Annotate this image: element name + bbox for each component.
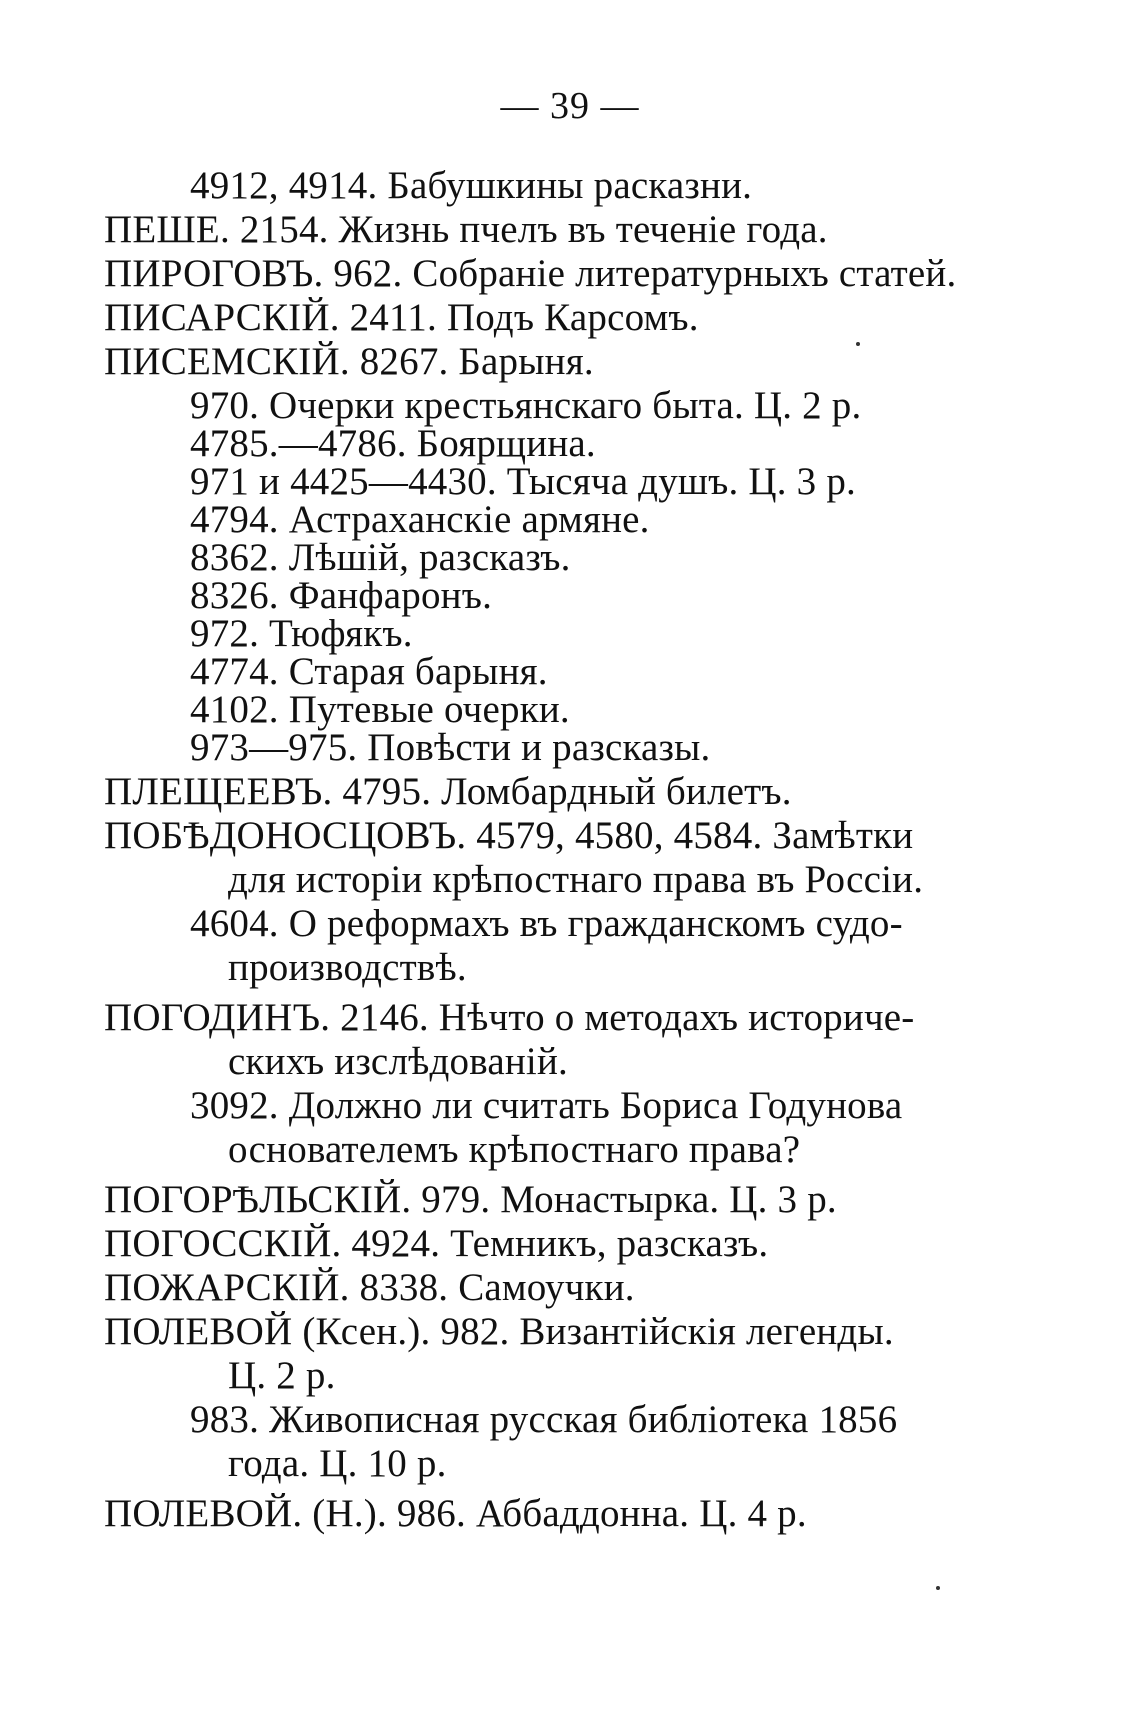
entry-line: 4785.—4786. Боярщина. [190, 422, 596, 465]
entry-line: 8326. Фанфаронъ. [190, 574, 493, 617]
entry-line: ПОГОРѢЛЬСКІЙ. 979. Монастырка. Ц. 3 р. [104, 1178, 837, 1221]
entry-line: 971 и 4425—4430. Тысяча душъ. Ц. 3 р. [190, 460, 856, 503]
entry-line: ПОЛЕВОЙ. (Н.). 986. Аббаддонна. Ц. 4 р. [104, 1492, 807, 1535]
ink-speck [936, 1586, 940, 1590]
entry-line: Ц. 2 р. [228, 1354, 336, 1397]
entry-line: ПЕШЕ. 2154. Жизнь пчелъ въ теченіе года. [104, 208, 828, 251]
entry-line: 973—975. Повѣсти и разсказы. [190, 726, 711, 769]
entry-line: 4774. Старая барыня. [190, 650, 548, 693]
entry-line: для исторіи крѣпостнаго права въ Россіи. [228, 858, 924, 901]
entry-line: 3092. Должно ли считать Бориса Годунова [190, 1084, 903, 1127]
entry-line: 8362. Лѣшій, разсказъ. [190, 536, 571, 579]
entry-line: 4102. Путевые очерки. [190, 688, 570, 731]
entry-line: 983. Живописная русская библіотека 1856 [190, 1398, 898, 1441]
entry-line: 4604. О реформахъ въ гражданскомъ судо- [190, 902, 903, 945]
entry-line: ПОГОДИНЪ. 2146. Нѣчто о методахъ историче- [104, 996, 915, 1039]
entry-line: ПОЖАРСКІЙ. 8338. Самоучки. [104, 1266, 635, 1309]
page-number: — 39 — [500, 85, 640, 127]
entry-line: ПЛЕЩЕЕВЪ. 4795. Ломбардный билетъ. [104, 770, 792, 813]
entry-line: 4794. Астраханскіе армяне. [190, 498, 650, 541]
entry-line: ПОБѢДОНОСЦОВЪ. 4579, 4580, 4584. Замѣтки [104, 814, 914, 857]
ink-speck [856, 342, 860, 346]
entry-line: ПИСЕМСКІЙ. 8267. Барыня. [104, 340, 594, 383]
entry-line: 972. Тюфякъ. [190, 612, 413, 655]
entry-line: ПИРОГОВЪ. 962. Собраніе литературныхъ статей. [104, 252, 957, 295]
entry-line: ПИСАРСКІЙ. 2411. Подъ Карсомъ. [104, 296, 699, 339]
entry-line: 970. Очерки крестьянскаго быта. Ц. 2 р. [190, 384, 862, 427]
entry-line: ПОГОССКІЙ. 4924. Темникъ, разсказъ. [104, 1222, 769, 1265]
entry-line: 4912, 4914. Бабушкины расказни. [190, 164, 753, 207]
entry-line: основателемъ крѣпостнаго права? [228, 1128, 801, 1171]
entry-line: скихъ изслѣдованій. [228, 1040, 568, 1083]
entry-line: производствѣ. [228, 946, 467, 989]
entry-line: ПОЛЕВОЙ (Ксен.). 982. Византійскія легенды. [104, 1310, 894, 1353]
entry-line: года. Ц. 10 р. [228, 1442, 447, 1485]
